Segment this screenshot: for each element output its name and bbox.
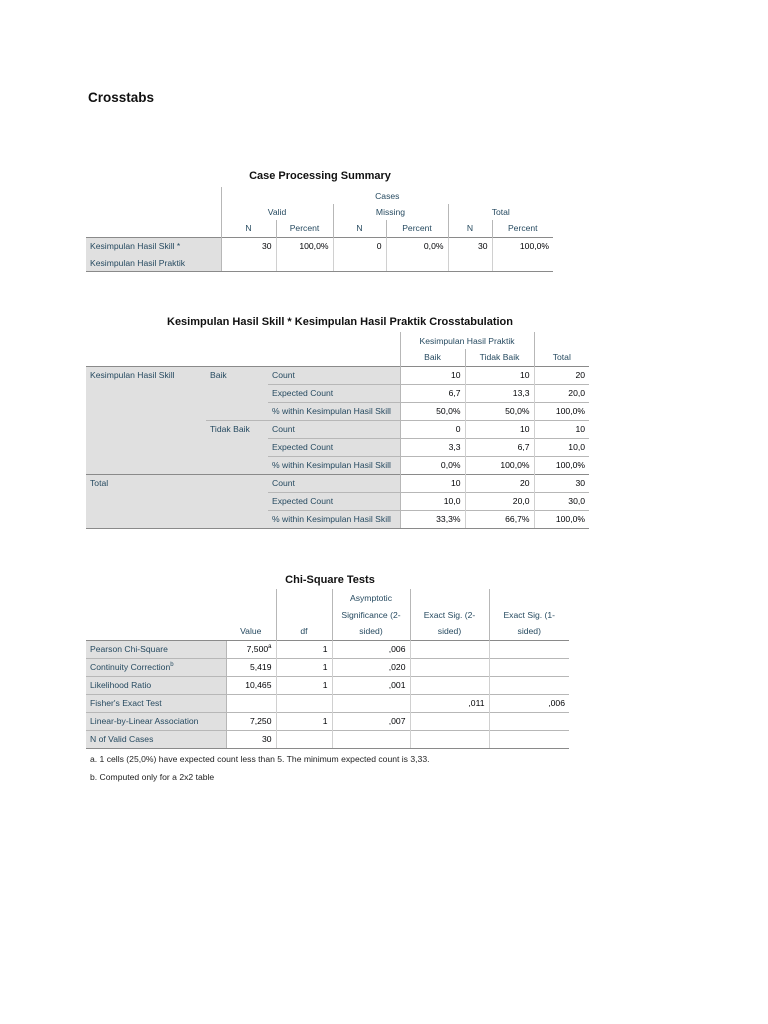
test-label: Linear-by-Linear Association — [86, 712, 226, 730]
cell: 100,0% — [534, 510, 589, 528]
stat-label: Count — [268, 420, 400, 438]
cell: 10 — [534, 420, 589, 438]
test-label: Continuity Correction$^b$ — [86, 658, 226, 676]
df-cell — [276, 730, 332, 748]
missing-header: Missing — [333, 204, 448, 220]
df-cell: 1 — [276, 640, 332, 658]
asymp-sig-cell: ,020 — [332, 658, 410, 676]
exact2-header-line2: sided) — [410, 623, 489, 640]
col-var-header: Kesimpulan Hasil Praktik — [400, 332, 534, 349]
valid-n: 30 — [221, 237, 276, 255]
df-header: df — [276, 623, 332, 640]
chi-square-row — [86, 640, 569, 658]
cell: 100,0% — [534, 456, 589, 474]
n-header: N — [221, 220, 276, 237]
stat-label: Expected Count — [268, 492, 400, 510]
chi-square-row — [86, 694, 569, 712]
test-label: N of Valid Cases — [86, 730, 226, 748]
total-header: Total — [448, 204, 553, 220]
chi-square-row — [86, 730, 569, 748]
cell: 10,0 — [534, 438, 589, 456]
stat-label: Count — [268, 474, 400, 492]
cell: 100,0% — [534, 402, 589, 420]
cell: 0 — [400, 420, 465, 438]
cell: 33,3% — [400, 510, 465, 528]
valid-header: Valid — [221, 204, 333, 220]
n-header: N — [333, 220, 386, 237]
total-n: 30 — [448, 237, 492, 255]
asymp-header-line1: Asymptotic — [332, 589, 410, 606]
test-label: Fisher's Exact Test — [86, 694, 226, 712]
row-label: Kesimpulan Hasil Praktik — [86, 255, 221, 271]
percent-header: Percent — [276, 220, 333, 237]
chi-square-row — [86, 712, 569, 730]
exact1-header-line1: Exact Sig. (1- — [489, 606, 569, 623]
cell: 50,0% — [465, 402, 534, 420]
stat-label: Expected Count — [268, 384, 400, 402]
crosstab-title: Kesimpulan Hasil Skill * Kesimpulan Hasil Praktik Crosstabulation — [167, 316, 513, 328]
df-cell: 1 — [276, 658, 332, 676]
row-total-label: Total — [86, 474, 268, 528]
exact-sig-2-cell — [410, 640, 489, 658]
missing-percent: 0,0% — [386, 237, 448, 255]
cell: 10,0 — [400, 492, 465, 510]
cell: 10 — [400, 474, 465, 492]
col-total-header: Total — [534, 349, 589, 366]
cell: 0,0% — [400, 456, 465, 474]
footnote-a: a. 1 cells (25,0%) have expected count less than 5. The minimum expected count is 3,33. — [90, 754, 430, 764]
asymp-sig-cell: ,007 — [332, 712, 410, 730]
cell: 100,0% — [465, 456, 534, 474]
exact-sig-2-cell — [410, 730, 489, 748]
chi-square-row — [86, 676, 569, 694]
value-cell: 7,250 — [226, 712, 276, 730]
asymp-sig-cell — [332, 730, 410, 748]
percent-header: Percent — [492, 220, 553, 237]
n-header: N — [448, 220, 492, 237]
crosstab-table — [86, 332, 589, 529]
cell: 66,7% — [465, 510, 534, 528]
footnote-b: b. Computed only for a 2x2 table — [90, 772, 215, 782]
stat-label: Expected Count — [268, 438, 400, 456]
col-baik-header: Baik — [400, 349, 465, 366]
percent-header: Percent — [386, 220, 448, 237]
case-processing-summary-table — [86, 187, 553, 272]
exact-sig-1-cell — [489, 712, 569, 730]
exact-sig-1-cell — [489, 676, 569, 694]
stat-label: % within Kesimpulan Hasil Skill — [268, 456, 400, 474]
exact2-header-line1: Exact Sig. (2- — [410, 606, 489, 623]
row-label: Kesimpulan Hasil Skill * — [86, 237, 221, 255]
col-tidak-baik-header: Tidak Baik — [465, 349, 534, 366]
df-cell: 1 — [276, 712, 332, 730]
cell: 30 — [534, 474, 589, 492]
cell: 20 — [534, 366, 589, 384]
total-percent: 100,0% — [492, 237, 553, 255]
stat-label: Count — [268, 366, 400, 384]
case-processing-summary-title: Case Processing Summary — [249, 170, 391, 182]
exact-sig-2-cell — [410, 676, 489, 694]
stat-label: % within Kesimpulan Hasil Skill — [268, 402, 400, 420]
exact-sig-1-cell — [489, 730, 569, 748]
asymp-header-line2: Significance (2- — [332, 606, 410, 623]
stat-label: % within Kesimpulan Hasil Skill — [268, 510, 400, 528]
exact-sig-2-cell: ,011 — [410, 694, 489, 712]
cell: 30,0 — [534, 492, 589, 510]
cases-header: Cases — [221, 187, 553, 204]
asymp-sig-cell: ,006 — [332, 640, 410, 658]
df-cell: 1 — [276, 676, 332, 694]
cell: 10 — [400, 366, 465, 384]
cell: 50,0% — [400, 402, 465, 420]
value-cell: 10,465 — [226, 676, 276, 694]
cell: 20 — [465, 474, 534, 492]
chi-square-row — [86, 658, 569, 676]
row-var-label: Kesimpulan Hasil Skill — [86, 366, 206, 474]
cell: 13,3 — [465, 384, 534, 402]
chi-square-rows — [86, 640, 569, 748]
test-label: Likelihood Ratio — [86, 676, 226, 694]
df-cell — [276, 694, 332, 712]
row-tidak-baik-label: Tidak Baik — [206, 420, 268, 474]
valid-percent: 100,0% — [276, 237, 333, 255]
exact-sig-2-cell — [410, 658, 489, 676]
value-cell: 5,419 — [226, 658, 276, 676]
cell: 20,0 — [534, 384, 589, 402]
cell: 6,7 — [465, 438, 534, 456]
value-cell: 30 — [226, 730, 276, 748]
chi-square-table — [86, 589, 569, 749]
chi-square-title: Chi-Square Tests — [285, 574, 375, 586]
value-cell — [226, 694, 276, 712]
test-label: Pearson Chi-Square — [86, 640, 226, 658]
row-baik-label: Baik — [206, 366, 268, 420]
value-cell: 7,500$^a$ — [226, 640, 276, 658]
asymp-sig-cell: ,001 — [332, 676, 410, 694]
cell: 10 — [465, 366, 534, 384]
exact-sig-1-cell: ,006 — [489, 694, 569, 712]
exact-sig-1-cell — [489, 640, 569, 658]
asymp-sig-cell — [332, 694, 410, 712]
missing-n: 0 — [333, 237, 386, 255]
output-heading: Crosstabs — [88, 90, 155, 105]
asymp-header-line3: sided) — [332, 623, 410, 640]
exact1-header-line2: sided) — [489, 623, 569, 640]
cell: 3,3 — [400, 438, 465, 456]
cell: 20,0 — [465, 492, 534, 510]
exact-sig-1-cell — [489, 658, 569, 676]
value-header: Value — [240, 626, 262, 637]
exact-sig-2-cell — [410, 712, 489, 730]
cell: 6,7 — [400, 384, 465, 402]
cell: 10 — [465, 420, 534, 438]
